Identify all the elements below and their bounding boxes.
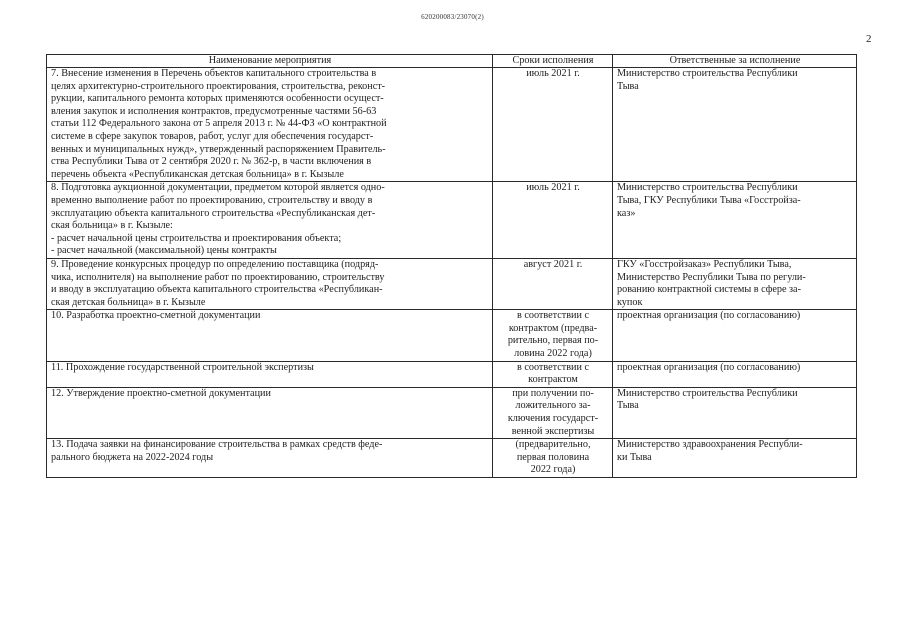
responsible-cell-line: ки Тыва [617,451,652,463]
deadline-cell-line: август 2021 г. [523,258,583,270]
activity-cell-line: чика, исполнителя) на выполнение работ по проектированию, строительству [51,271,385,283]
activity-cell-line: 10. Разработка проектно-сметной документации [51,310,261,322]
responsible-cell [613,182,857,259]
deadline-cell [493,439,613,478]
activity-cell [47,182,493,259]
deadline-cell-line: ключения государст- [507,413,599,425]
responsible-cell [613,439,857,478]
activity-cell-line: 13. Подача заявки на финансирование строительства в рамках средств феде- [51,439,383,451]
responsible-cell-line: проектная организация (по согласованию) [617,310,801,322]
activity-cell-line: эксплуатацию объекта капитального строительства «Республиканская дет- [51,207,376,219]
activity-cell-line: перечень объекта «Республиканская детская больница» в г. Кызыле [51,168,344,180]
responsible-cell-line: рованию контрактной системы в сфере за- [617,284,801,296]
activity-cell [47,258,493,309]
activity-cell-line: 11. Прохождение государственной строительной экспертизы [51,361,314,373]
activity-cell-line: ская детская больница» в г. Кызыле [51,296,206,308]
activity-cell-line: рукции, капитального ремонта которых применяются особенности осущест- [51,93,384,105]
activity-cell [47,310,493,361]
activity-cell-line: 12. Утверждение проектно-сметной документации [51,387,271,399]
activities-table [46,54,857,478]
responsible-cell-line: Тыва, ГКУ Республики Тыва «Госстройза- [617,194,801,206]
deadline-cell-line: июль 2021 г. [526,182,580,194]
responsible-cell [613,310,857,361]
table-row [47,439,857,478]
activity-cell-line: ства Республики Тыва от 2 сентября 2020 г. № 362-р, в части включения в [51,156,372,168]
table-row [47,182,857,259]
header-responsible: Ответственные за исполнение [613,55,857,68]
deadline-cell-line: (предварительно, [515,439,591,451]
table-body [47,68,857,478]
responsible-cell [613,68,857,182]
deadline-cell [493,258,613,309]
activity-cell-line: - расчет начальной цены строительства и проектирования объекта; [51,232,342,244]
deadline-cell [493,182,613,259]
deadline-cell-line: венной экспертизы [511,425,595,437]
activity-cell [47,439,493,478]
responsible-cell [613,387,857,438]
table-header-row [47,55,857,68]
activity-cell-line: 7. Внесение изменения в Перечень объектов капитального строительства в [51,68,377,79]
deadline-cell-line: ловина 2022 года) [514,348,592,360]
deadline-cell-line: в соответствии с [517,310,589,322]
activity-cell [47,68,493,182]
activity-cell-line: целях архитектурно-строительного проектирования, строительства, реконст- [51,80,386,92]
activity-cell-line: ская больница» в г. Кызыле: [51,220,173,232]
deadline-cell-line: рительно, первая по- [507,335,599,347]
table-row [47,310,857,361]
deadline-cell-line: контрактом [528,374,578,386]
activity-cell-line: 8. Подготовка аукционной документации, предметом которой является одно- [51,182,385,194]
responsible-cell-line: Тыва [617,400,639,412]
table-row [47,258,857,309]
activity-cell [47,361,493,387]
deadline-cell-line: июль 2021 г. [526,68,580,79]
activity-cell-line: и вводу в эксплуатацию объекта капитального строительства «Республикан- [51,284,383,296]
responsible-cell-line: ГКУ «Госстройзаказ» Республики Тыва, [617,258,792,270]
activity-cell-line: рального бюджета на 2022-2024 годы [51,451,214,463]
deadline-cell [493,361,613,387]
activity-cell-line: вления закупок и исполнения контрактов, предусмотренные частями 56-63 [51,105,377,117]
deadline-cell [493,310,613,361]
header-activity: Наименование мероприятия [47,55,493,68]
responsible-cell-line: Министерство строительства Республики [617,68,798,79]
activity-cell-line: 9. Проведение конкурсных процедур по определению поставщика (подряд- [51,258,379,270]
table-row [47,387,857,438]
responsible-cell-line: Министерство строительства Республики [617,387,798,399]
responsible-cell-line: Министерство строительства Республики [617,182,798,194]
responsible-cell-line: каз» [617,207,636,219]
activity-cell-line: статьи 112 Федерального закона от 5 апреля 2013 г. № 44-ФЗ «О контрактной [51,118,387,130]
responsible-cell [613,258,857,309]
activity-cell-line: системе в сфере закупок товаров, работ, услуг для обеспечения государст- [51,130,374,142]
responsible-cell-line: Тыва [617,80,639,92]
deadline-cell [493,68,613,182]
table-row [47,68,857,182]
deadline-cell-line: 2022 года) [530,464,576,476]
responsible-cell [613,361,857,387]
deadline-cell-line: ложительного за- [515,400,591,412]
deadline-cell-line: при получении по- [512,387,594,399]
deadline-cell-line: в соответствии с [517,361,589,373]
activity-cell [47,387,493,438]
header-deadline: Сроки исполнения [493,55,613,68]
activity-cell-line: венных и муниципальных нужд», утвержденный распоряжением Правитель- [51,143,386,155]
deadline-cell-line: контрактом (предва- [508,322,598,334]
responsible-cell-line: проектная организация (по согласованию) [617,361,801,373]
page-number: 2 [866,33,872,45]
table-row [47,361,857,387]
activity-cell-line: - расчет начальной (максимальной) цены контракты [51,245,277,257]
document-number: 620200083/23070(2) [421,13,484,21]
deadline-cell [493,387,613,438]
responsible-cell-line: Министерство здравоохранения Республи- [617,439,803,451]
activity-cell-line: временно выполнение работ по проектированию, строительству и вводу в [51,194,373,206]
responsible-cell-line: Министерство Республики Тыва по регули- [617,271,806,283]
responsible-cell-line: купок [617,296,643,308]
deadline-cell-line: первая половина [516,451,590,463]
